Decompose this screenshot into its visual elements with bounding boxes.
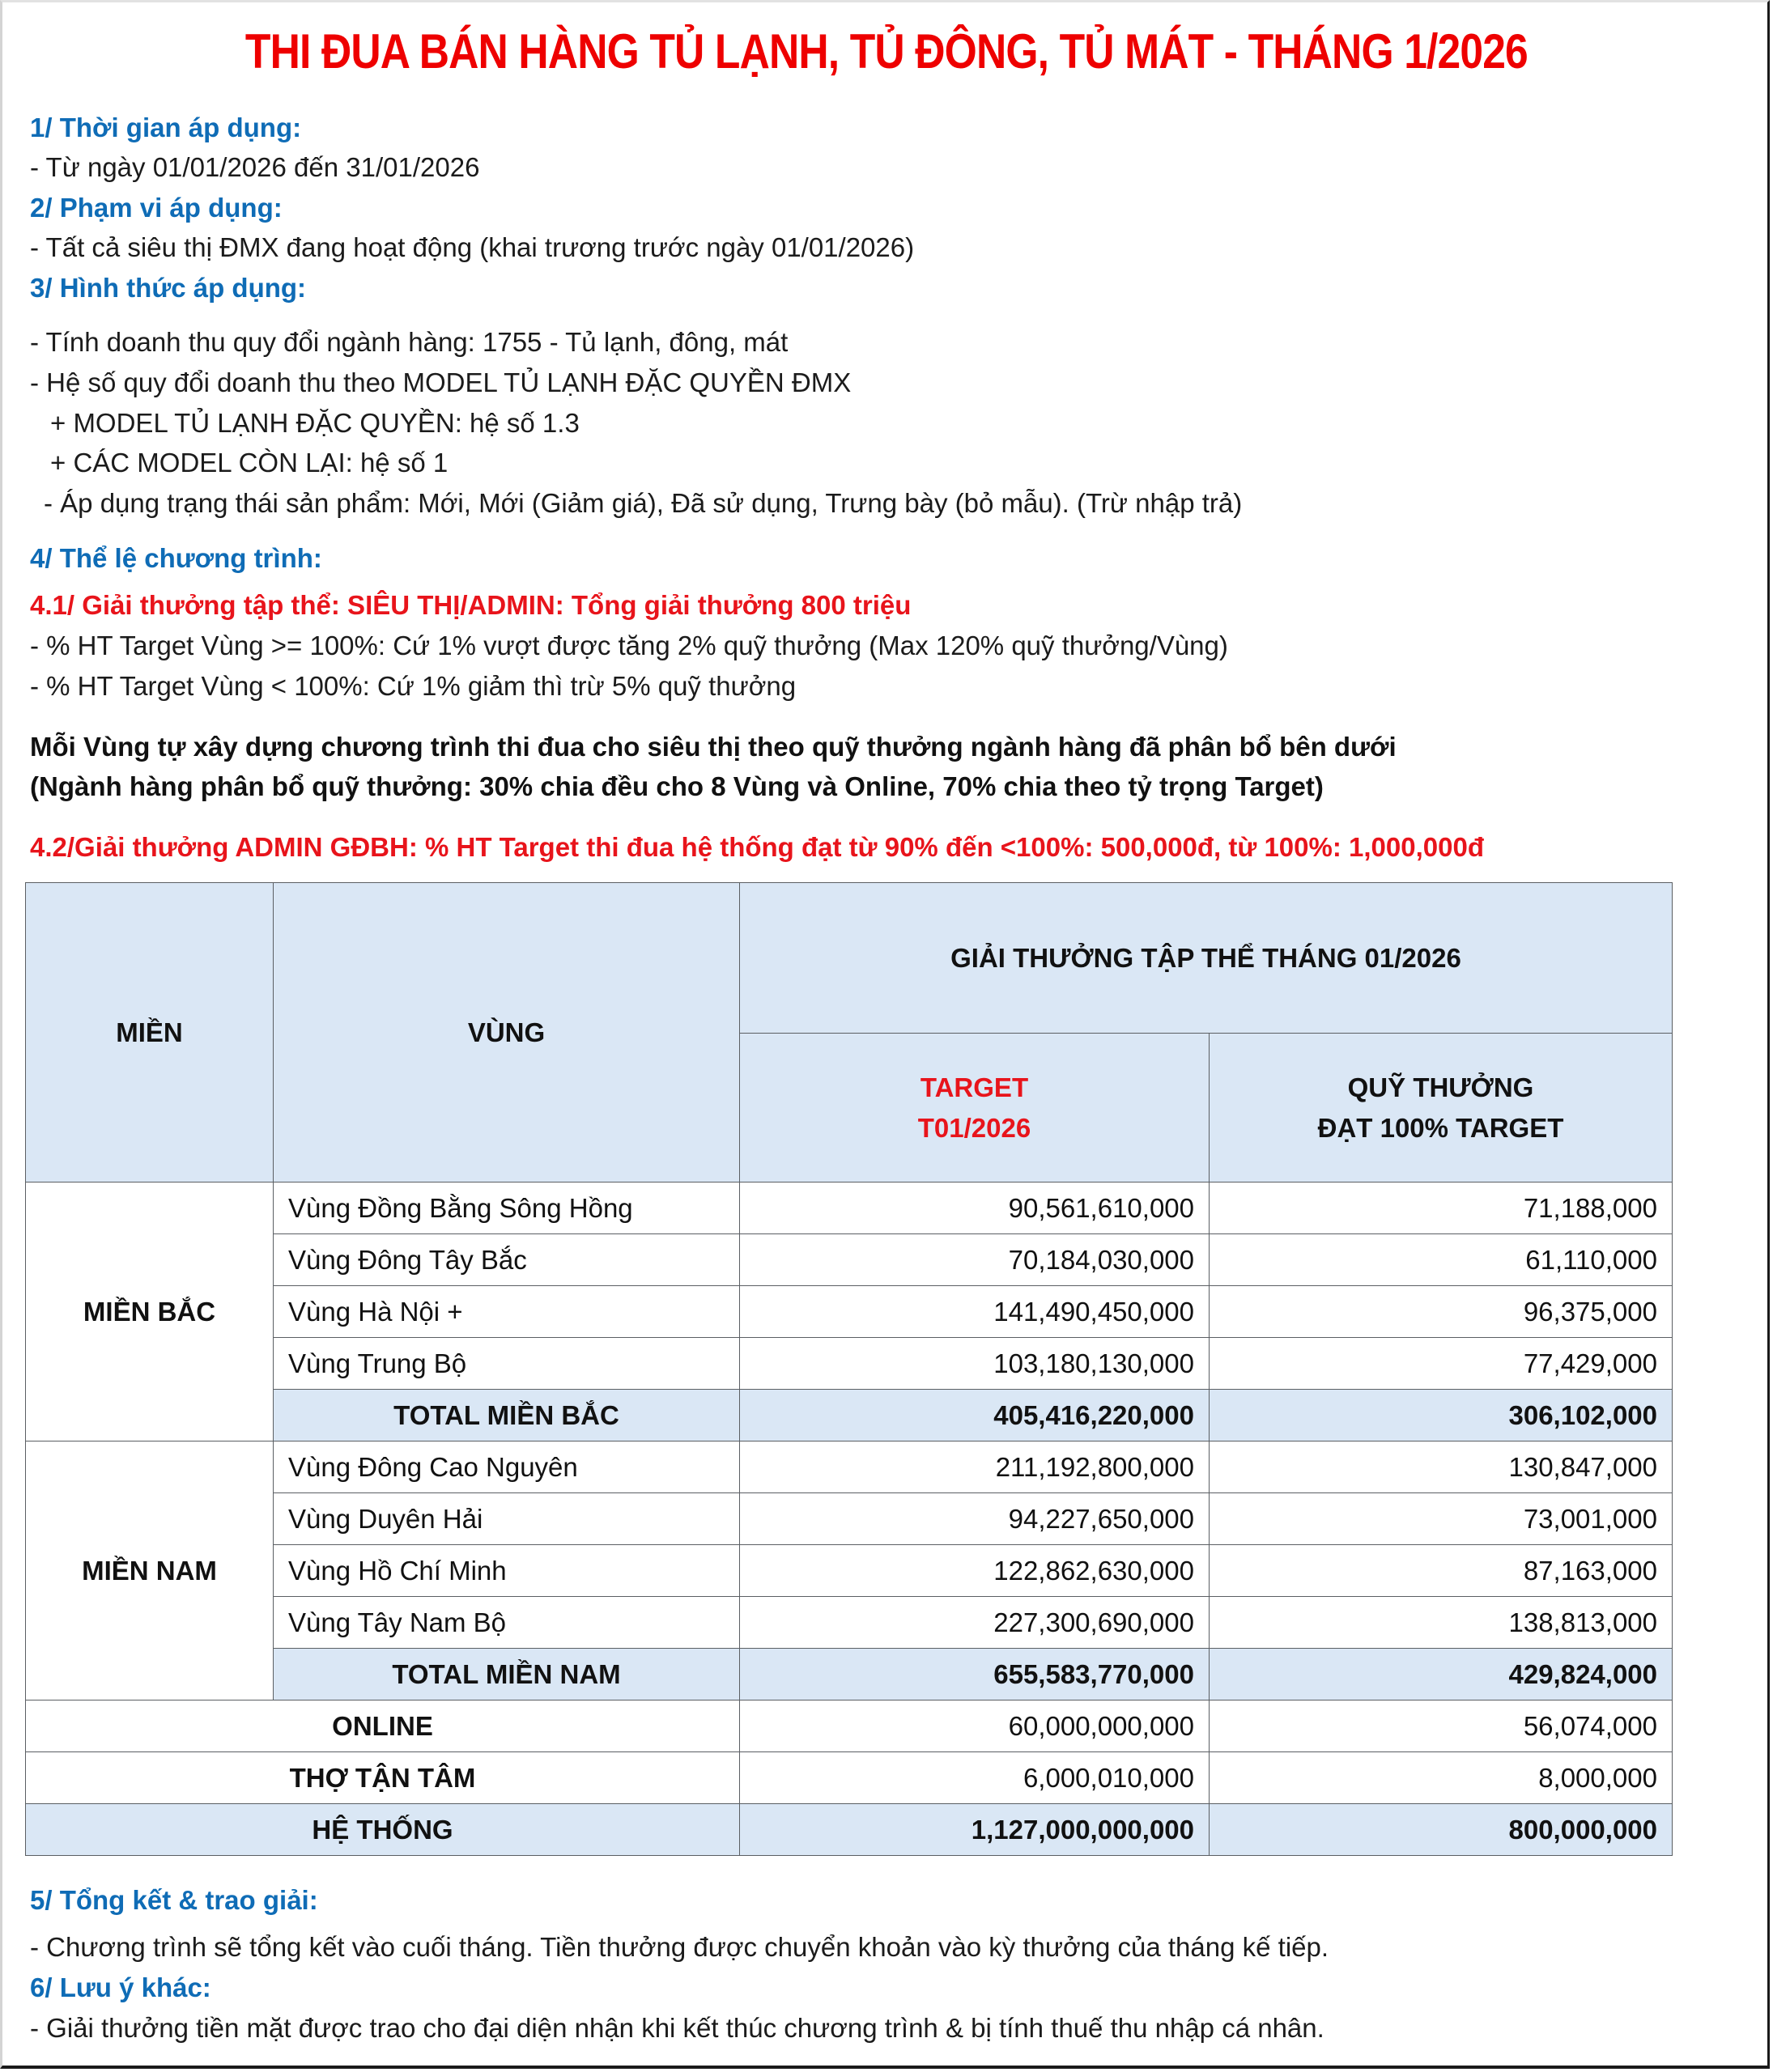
he-thong-fund: 800,000,000 (1210, 1804, 1673, 1856)
section-6-line: - Giải thưởng tiền mặt được trao cho đại diện nhận khi kết thúc chương trình & bị tính thuế thu nhập cá nhân. (30, 2013, 1324, 2043)
table-row (26, 1493, 1673, 1545)
total-row-mien-bac (26, 1390, 1673, 1441)
he-thong-target: 1,127,000,000,000 (740, 1804, 1210, 1856)
he-thong-label: HỆ THỐNG (26, 1804, 740, 1856)
section-4-1-line: - % HT Target Vùng >= 100%: Cứ 1% vượt được tăng 2% quỹ thưởng (Max 120% quỹ thưởng/Vùng) (30, 631, 1228, 660)
fund-cell: 73,001,000 (1210, 1493, 1673, 1545)
table-row (26, 1597, 1673, 1649)
table-row (26, 1545, 1673, 1597)
target-cell: 141,490,450,000 (740, 1286, 1210, 1338)
header-vung: VÙNG (274, 883, 740, 1182)
target-cell: 70,184,030,000 (740, 1234, 1210, 1286)
online-label: ONLINE (26, 1700, 740, 1752)
target-cell: 103,180,130,000 (740, 1338, 1210, 1390)
vung-cell: Vùng Tây Nam Bộ (274, 1597, 740, 1649)
mien-bac-label: MIỀN BẮC (26, 1182, 274, 1441)
section-4-1-line: - % HT Target Vùng < 100%: Cứ 1% giảm thì trừ 5% quỹ thưởng (30, 671, 797, 701)
section-6-heading: 6/ Lưu ý khác: (30, 1972, 211, 2002)
total-target: 655,583,770,000 (740, 1649, 1210, 1700)
fund-cell: 138,813,000 (1210, 1597, 1673, 1649)
mien-nam-label: MIỀN NAM (26, 1441, 274, 1700)
fund-cell: 77,429,000 (1210, 1338, 1673, 1390)
section-5-line: - Chương trình sẽ tổng kết vào cuối tháng. Tiền thưởng được chuyển khoản vào kỳ thưởng của tháng kế tiếp. (30, 1932, 1329, 1962)
he-thong-row (26, 1804, 1673, 1856)
header-target-line1: TARGET (920, 1072, 1029, 1102)
vung-cell: Vùng Đông Cao Nguyên (274, 1441, 740, 1493)
total-label: TOTAL MIỀN BẮC (274, 1390, 740, 1441)
section-3-subline: + MODEL TỦ LẠNH ĐẶC QUYỀN: hệ số 1.3 (50, 408, 580, 438)
online-fund: 56,074,000 (1210, 1700, 1673, 1752)
vung-cell: Vùng Đồng Bằng Sông Hồng (274, 1182, 740, 1234)
total-fund: 429,824,000 (1210, 1649, 1673, 1700)
total-label: TOTAL MIỀN NAM (274, 1649, 740, 1700)
fund-cell: 61,110,000 (1210, 1234, 1673, 1286)
header-fund-line2: ĐẠT 100% TARGET (1317, 1112, 1564, 1143)
target-cell: 227,300,690,000 (740, 1597, 1210, 1649)
section-3-line: - Áp dụng trạng thái sản phẩm: Mới, Mới (Giảm giá), Đã sử dụng, Trưng bày (bỏ mẫu). (Trừ nhập trả) (44, 488, 1243, 518)
tho-tan-tam-target: 6,000,010,000 (740, 1752, 1210, 1804)
allocation-note: (Ngành hàng phân bổ quỹ thưởng: 30% chia đều cho 8 Vùng và Online, 70% chia theo tỷ trọng Target) (30, 771, 1324, 801)
tho-tan-tam-row (26, 1752, 1673, 1804)
target-cell: 211,192,800,000 (740, 1441, 1210, 1493)
target-cell: 94,227,650,000 (740, 1493, 1210, 1545)
section-3-line: - Hệ số quy đổi doanh thu theo MODEL TỦ LẠNH ĐẶC QUYỀN ĐMX (30, 367, 852, 397)
vung-cell: Vùng Hồ Chí Minh (274, 1545, 740, 1597)
section-4-1-heading: 4.1/ Giải thưởng tập thể: SIÊU THỊ/ADMIN: Tổng giải thưởng 800 triệu (30, 590, 912, 620)
header-fund-line1: QUỸ THƯỞNG (1347, 1072, 1534, 1102)
fund-cell: 96,375,000 (1210, 1286, 1673, 1338)
fund-cell: 71,188,000 (1210, 1182, 1673, 1234)
header-fund (1210, 1034, 1673, 1182)
target-cell: 90,561,610,000 (740, 1182, 1210, 1234)
online-target: 60,000,000,000 (740, 1700, 1210, 1752)
vung-cell: Vùng Đông Tây Bắc (274, 1234, 740, 1286)
section-4-heading: 4/ Thể lệ chương trình: (30, 543, 322, 573)
vung-cell: Vùng Duyên Hải (274, 1493, 740, 1545)
section-2-heading: 2/ Phạm vi áp dụng: (30, 193, 283, 223)
table-row (26, 1286, 1673, 1338)
header-target-line2: T01/2026 (917, 1112, 1031, 1143)
section-4-2-heading: 4.2/Giải thưởng ADMIN GĐBH: % HT Target thi đua hệ thống đạt từ 90% đến <100%: 500,000đ, từ 100%: 1,000,000đ (30, 832, 1484, 862)
tho-tan-tam-fund: 8,000,000 (1210, 1752, 1673, 1804)
total-target: 405,416,220,000 (740, 1390, 1210, 1441)
fund-cell: 130,847,000 (1210, 1441, 1673, 1493)
table-row (26, 1234, 1673, 1286)
section-1-heading: 1/ Thời gian áp dụng: (30, 113, 302, 142)
table-row (26, 1182, 1673, 1234)
header-group: GIẢI THƯỞNG TẬP THỂ THÁNG 01/2026 (740, 883, 1673, 1034)
header-mien: MIỀN (26, 883, 274, 1182)
header-target (740, 1034, 1210, 1182)
allocation-note: Mỗi Vùng tự xây dựng chương trình thi đua cho siêu thị theo quỹ thưởng ngành hàng đã phân bổ bên dưới (30, 732, 1397, 762)
total-fund: 306,102,000 (1210, 1390, 1673, 1441)
vung-cell: Vùng Trung Bộ (274, 1338, 740, 1390)
section-3-line: - Tính doanh thu quy đổi ngành hàng: 1755 - Tủ lạnh, đông, mát (30, 327, 789, 357)
target-cell: 122,862,630,000 (740, 1545, 1210, 1597)
online-row (26, 1700, 1673, 1752)
section-3-heading: 3/ Hình thức áp dụng: (30, 273, 307, 303)
fund-cell: 87,163,000 (1210, 1545, 1673, 1597)
reward-table (25, 882, 1673, 1856)
vung-cell: Vùng Hà Nội + (274, 1286, 740, 1338)
table-row (26, 1338, 1673, 1390)
tho-tan-tam-label: THỢ TẬN TÂM (26, 1752, 740, 1804)
total-row-mien-nam (26, 1649, 1673, 1700)
page-title: THI ĐUA BÁN HÀNG TỦ LẠNH, TỦ ĐÔNG, TỦ MÁT - THÁNG 1/2026 (245, 24, 1528, 79)
section-2-line: - Tất cả siêu thị ĐMX đang hoạt động (khai trương trước ngày 01/01/2026) (30, 232, 915, 262)
section-5-heading: 5/ Tổng kết & trao giải: (30, 1885, 318, 1915)
section-3-subline: + CÁC MODEL CÒN LẠI: hệ số 1 (50, 448, 449, 478)
section-1-line: - Từ ngày 01/01/2026 đến 31/01/2026 (30, 152, 480, 182)
table-row (26, 1441, 1673, 1493)
